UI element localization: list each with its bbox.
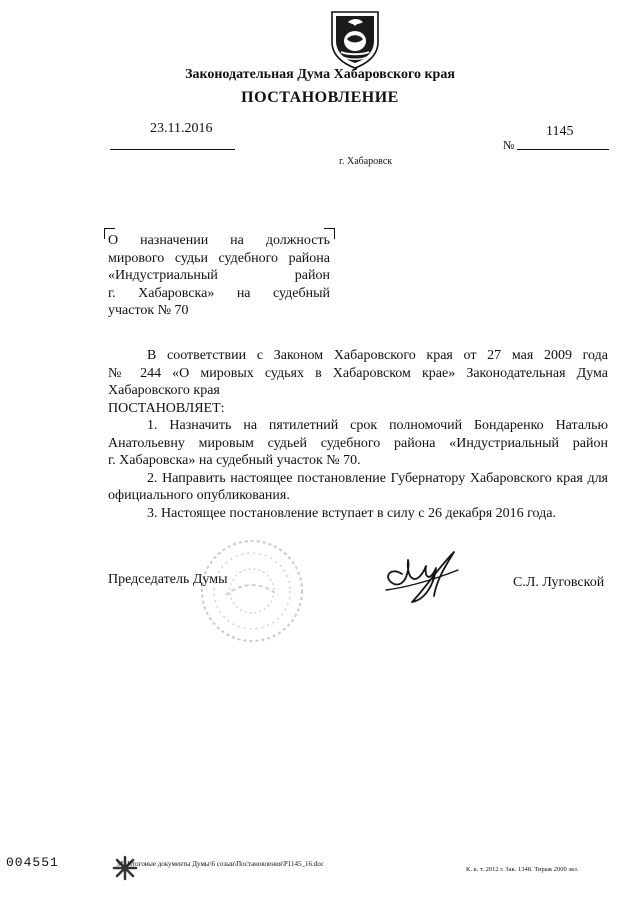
subject-line: участок № 70 [108,303,189,318]
document-number: 1145 [546,124,574,139]
date-underline [110,149,235,150]
preamble-line: Хабаровского края [108,383,220,398]
signer-name: С.Л. Луговской [513,575,605,590]
item-line: официального опубликования. [108,488,290,503]
cross-mark-icon [112,855,138,881]
print-info: К. к. т. 2012 г. Зак. 1348. Тираж 2000 экз. [466,866,579,873]
document-date: 23.11.2016 [150,121,213,136]
preamble-line: № 244 «О мировых судьях в Хабаровском крае» Законодательная Дума [108,365,608,381]
chair-title: Председатель Думы [108,572,228,587]
document-type: ПОСТАНОВЛЕНИЕ [241,89,399,106]
document-body [108,347,608,522]
number-sign: № [503,138,515,152]
subject-line: О назначении на должность [108,233,330,248]
resolves-heading: ПОСТАНОВЛЯЕТ: [108,400,225,416]
handwritten-signature-icon [372,538,464,608]
item-line: 2. Направить настоящее постановление Губернатору Хабаровского края для [147,470,608,486]
faded-seal-stamp-icon [196,535,308,647]
subject-line: мирового судьи судебного района [108,250,330,266]
city: г. Хабаровск [339,156,393,167]
organization-name: Законодательная Дума Хабаровского края [185,67,455,82]
item-line: Анатольевну мировым судьей судебного района «Индустриальный район [108,435,608,451]
preamble-line: В соответствии с Законом Хабаровского края от 27 мая 2009 года [147,348,608,363]
subject-line: «Индустриальный район [108,268,330,283]
coat-of-arms-icon [326,8,384,70]
item-line: 3. Настоящее постановление вступает в силу с 26 декабря 2016 года. [147,505,556,521]
item-line: 1. Назначить на пятилетний срок полномочий Бондаренко Наталью [147,418,608,433]
number-underline [517,149,609,150]
document-serial-number: 004551 [6,855,59,870]
file-path: M:\Итоговые документы Думы\6 созыв\Постановления\P1145_16.doc [117,860,324,868]
item-line: г. Хабаровска» на судебный участок № 70. [108,453,361,468]
subject-line: г. Хабаровска» на судебный [108,285,330,301]
subject-block [108,232,330,320]
